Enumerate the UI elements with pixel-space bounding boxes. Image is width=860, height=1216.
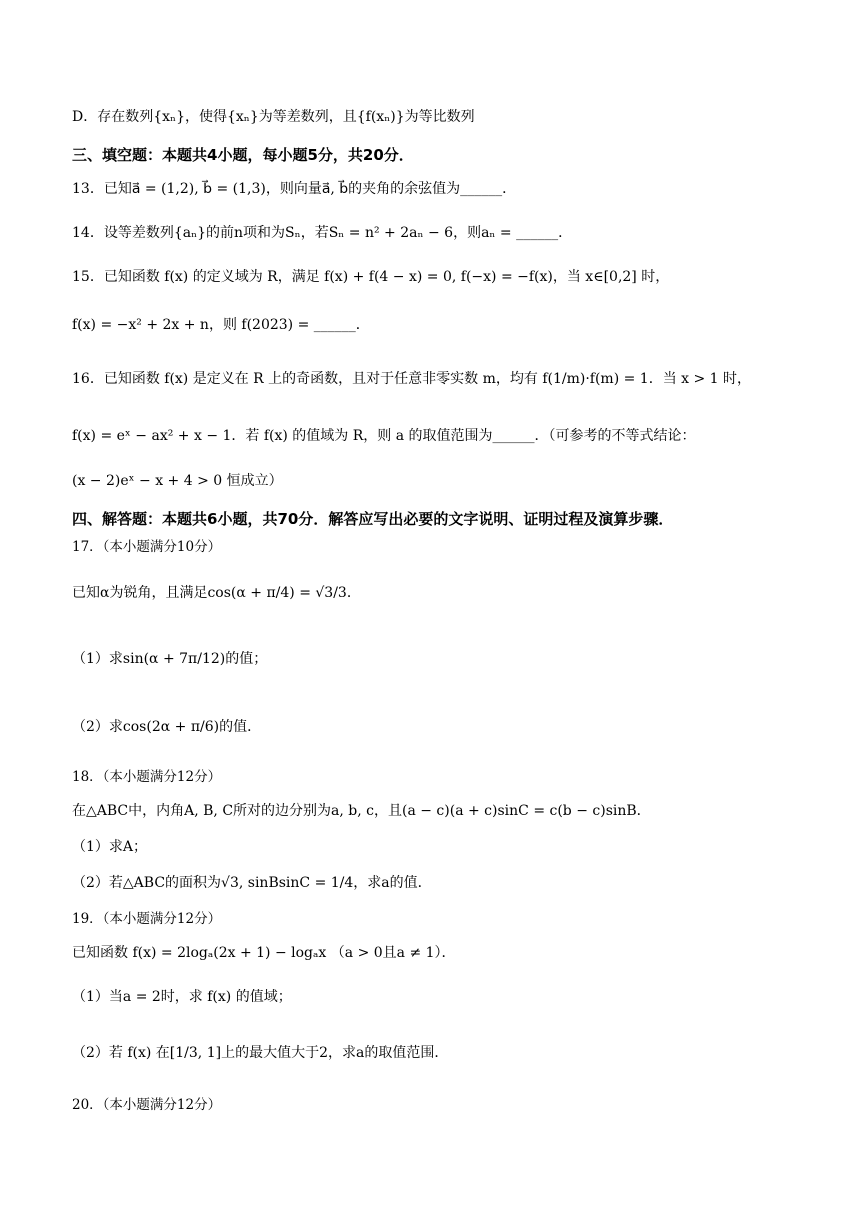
question-19-header: 19．（本小题满分12分） bbox=[72, 911, 222, 927]
question-15-line-1: 15．已知函数 f(x) 的定义域为 R，满足 f(x) + f(4 − x) = 0, f(−x) = −f(x)，当 x∈[0,2] 时， bbox=[72, 269, 670, 285]
question-18-stem: 在△ABC中，内角A, B, C所对的边分别为a, b, c，且(a − c)(a + c)sinC = c(b − c)sinB． bbox=[72, 803, 651, 819]
section-heading-solutions: 四、解答题：本题共6小题，共70分．解答应写出必要的文字说明、证明过程及演算步骤． bbox=[72, 510, 674, 528]
question-18-header: 18．（本小题满分12分） bbox=[72, 769, 222, 785]
question-13: 13．已知a⃗ = (1,2), b⃗ = (1,3)，则向量a⃗, b⃗的夹角的余弦值为______． bbox=[72, 181, 517, 197]
question-16-line-2: f(x) = eˣ − ax² + x − 1．若 f(x) 的值域为 R，则 a 的取值范围为______．（可参考的不等式结论： bbox=[72, 428, 696, 444]
question-19-part-2: （2）若 f(x) 在[1/3, 1]上的最大值大于2，求a的取值范围． bbox=[72, 1045, 449, 1061]
question-16-line-1: 16．已知函数 f(x) 是定义在 R 上的奇函数，且对于任意非零实数 m，均有 f(1/m)·f(m) = 1．当 x > 1 时， bbox=[72, 371, 752, 387]
question-17-stem: 已知α为锐角，且满足cos(α + π/4) = √3/3． bbox=[72, 585, 361, 601]
question-19-part-1: （1）当a = 2时，求 f(x) 的值域； bbox=[72, 989, 292, 1005]
question-17-part-2: （2）求cos(2α + π/6)的值． bbox=[72, 719, 262, 735]
question-17-header: 17．（本小题满分10分） bbox=[72, 539, 222, 555]
question-15-line-2: f(x) = −x² + 2x + n，则 f(2023) = ______． bbox=[72, 317, 370, 333]
question-14: 14．设等差数列{aₙ}的前n项和为Sₙ，若Sₙ = n² + 2aₙ − 6，则aₙ = ______． bbox=[72, 225, 573, 241]
question-19-stem: 已知函数 f(x) = 2logₐ(2x + 1) − logₐx （a > 0且a ≠ 1）． bbox=[72, 945, 456, 961]
question-17-part-1: （1）求sin(α + 7π/12)的值； bbox=[72, 651, 268, 667]
section-heading-fill-in: 三、填空题：本题共4小题，每小题5分，共20分． bbox=[72, 146, 414, 164]
question-18-part-2: （2）若△ABC的面积为√3, sinBsinC = 1/4，求a的值． bbox=[72, 875, 432, 891]
question-18-part-1: （1）求A； bbox=[72, 839, 148, 855]
question-16-line-3: (x − 2)eˣ − x + 4 > 0 恒成立） bbox=[72, 473, 283, 489]
option-d: D．存在数列{xₙ}，使得{xₙ}为等差数列，且{f(xₙ)}为等比数列 bbox=[72, 109, 475, 125]
question-20-header: 20．（本小题满分12分） bbox=[72, 1097, 222, 1113]
